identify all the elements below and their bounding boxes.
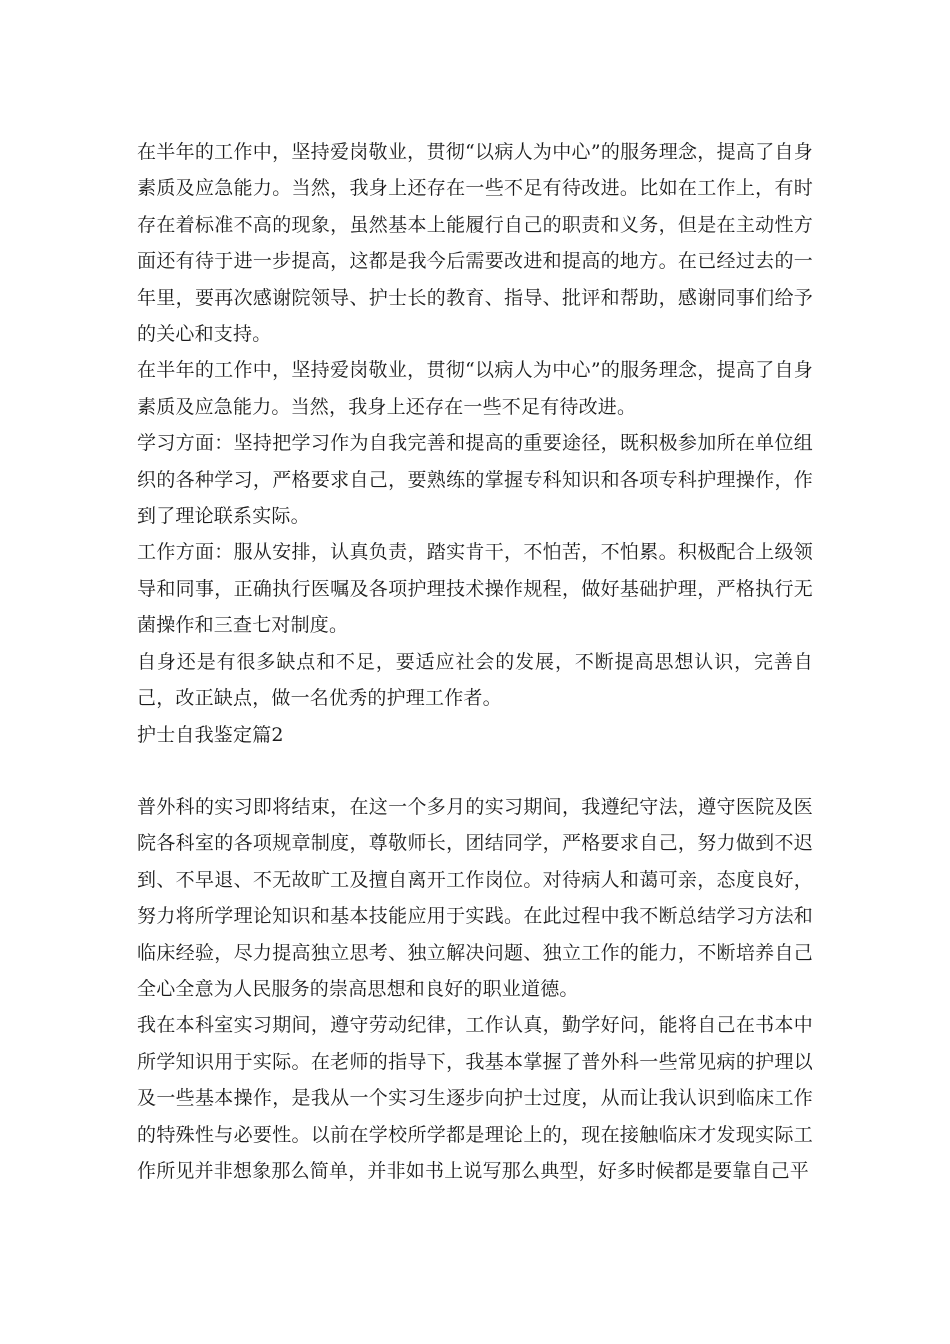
paragraph-department: 我在本科室实习期间，遵守劳动纪律，工作认真，勤学好问，能将自己在书本中所学知识用于实际。在老师的指导下，我基本掌握了普外科一些常见病的护理以及一些基本操作，是我从一个实习生逐步向护士过度，从而让我认识到临床工作的特殊性与必要性。以前在学校所学都是理论上的，现在接触临床才发现实际工作所见并非想象那么简单，并非如书上说写那么典型，好多时候都是要靠自己平 xyxy=(137,1014,813,1182)
section-spacer xyxy=(137,753,813,789)
paragraph-shortcomings: 自身还是有很多缺点和不足，要适应社会的发展，不断提高思想认识，完善自己，改正缺点，做一名优秀的护理工作者。 xyxy=(137,650,813,710)
paragraph-work: 工作方面：服从安排，认真负责，踏实肯干，不怕苦，不怕累。积极配合上级领导和同事，正确执行医嘱及各项护理技术操作规程，做好基础护理，严格执行无菌操作和三查七对制度。 xyxy=(137,541,813,637)
document-body xyxy=(137,134,813,1189)
section-heading: 护士自我鉴定篇2 xyxy=(137,723,284,746)
paragraph-study: 学习方面：坚持把学习作为自我完善和提高的重要途径，既积极参加所在单位组织的各种学习，严格要求自己，要熟练的掌握专科知识和各项专科护理操作，作到了理论联系实际。 xyxy=(137,432,813,528)
paragraph-summary: 在半年的工作中，坚持爱岗敬业，贯彻“以病人为中心”的服务理念，提高了自身素质及应急能力。当然，我身上还存在一些不足有待改进。比如在工作上，有时存在着标准不高的现象，虽然基本上能履行自己的职责和义务，但是在主动性方面还有待于进一步提高，这都是我今后需要改进和提高的地方。在已经过去的一年里，要再次感谢院领导、护士长的教育、指导、批评和帮助，感谢同事们给予的关心和支持。 xyxy=(137,141,813,346)
paragraph-internship: 普外科的实习即将结束，在这一个多月的实习期间，我遵纪守法，遵守医院及医院各科室的各项规章制度，尊敬师长，团结同学，严格要求自己，努力做到不迟到、不早退、不无故旷工及擅自离开工作岗位。对待病人和蔼可亲，态度良好，努力将所学理论知识和基本技能应用于实践。在此过程中我不断总结学习方法和临床经验，尽力提高独立思考、独立解决问题、独立工作的能力，不断培养自己全心全意为人民服务的崇高思想和良好的职业道德。 xyxy=(137,795,813,1000)
paragraph-summary-repeat: 在半年的工作中，坚持爱岗敬业，贯彻“以病人为中心”的服务理念，提高了自身素质及应急能力。当然，我身上还存在一些不足有待改进。 xyxy=(137,359,813,418)
